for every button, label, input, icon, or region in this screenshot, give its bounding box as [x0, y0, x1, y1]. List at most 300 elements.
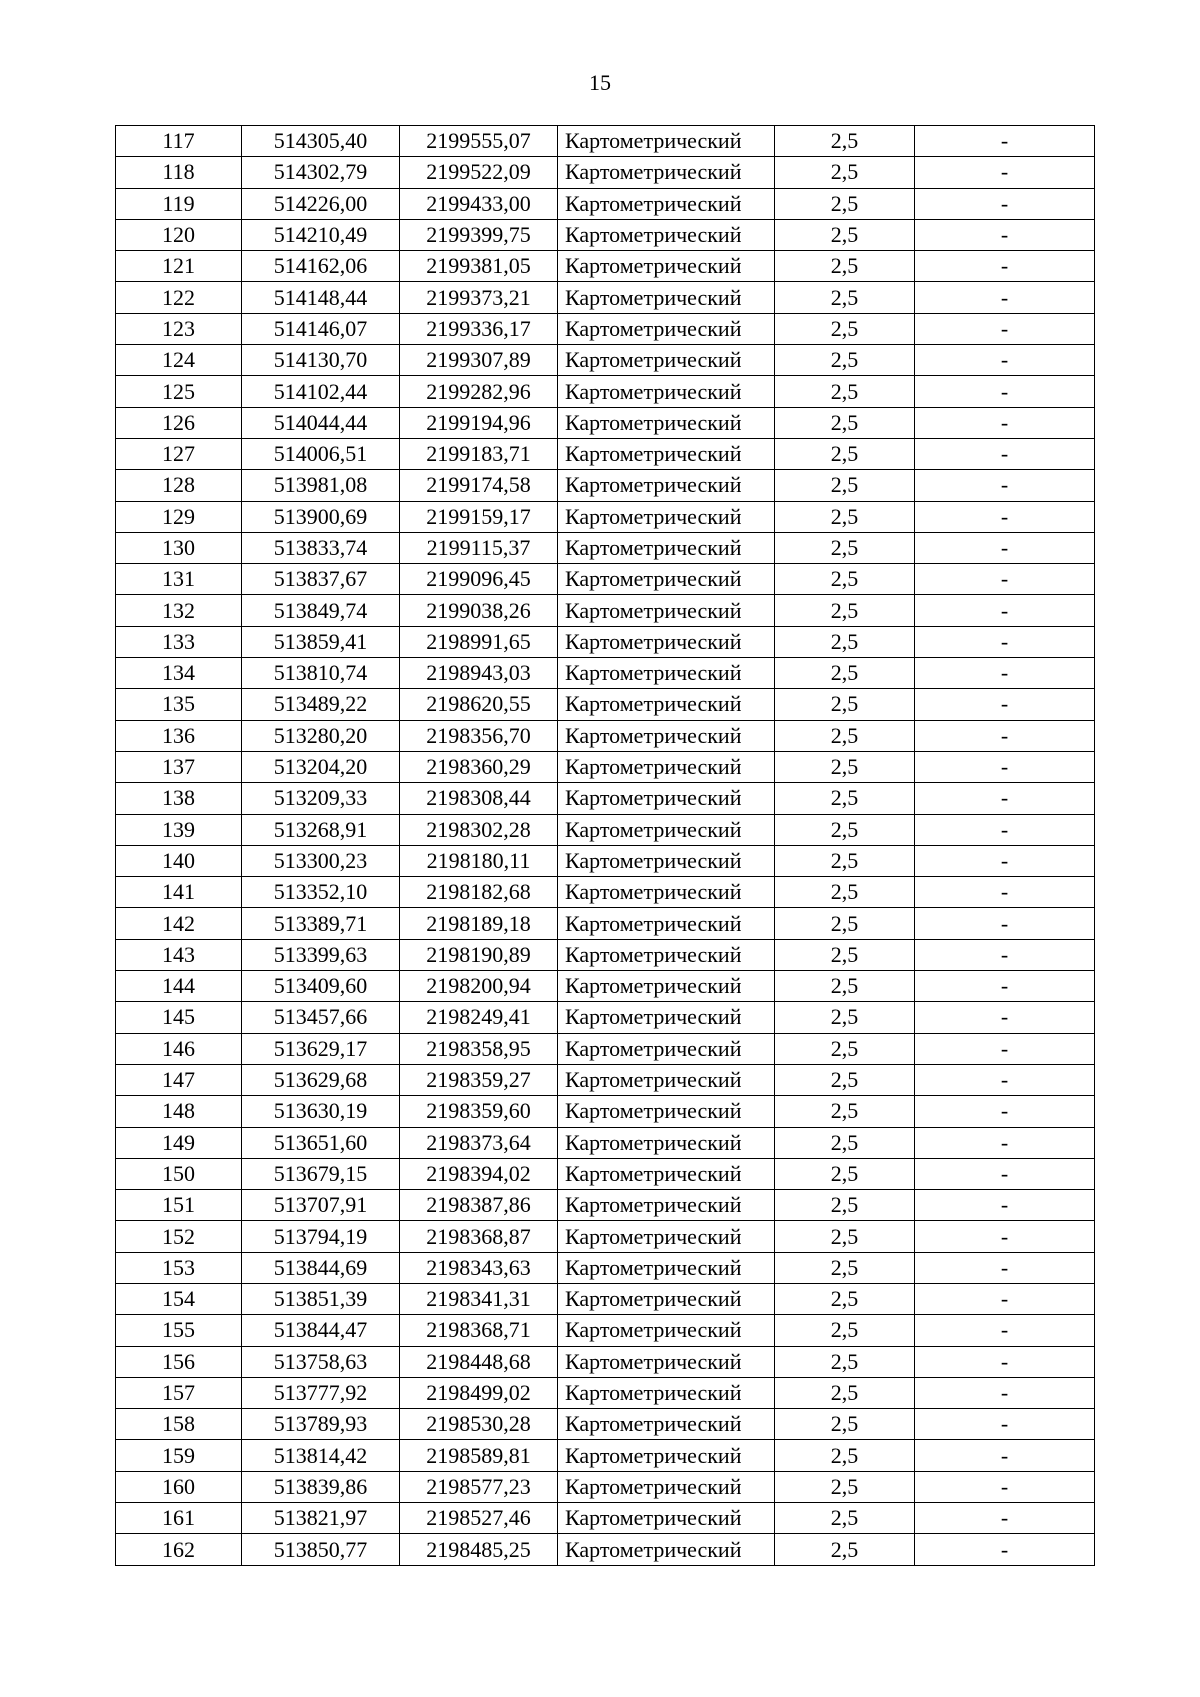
point-number-cell: 121 [116, 251, 242, 282]
method-cell: Картометрический [558, 939, 775, 970]
y-coordinate-cell: 2199555,07 [400, 126, 558, 157]
method-cell: Картометрический [558, 626, 775, 657]
point-number-cell: 125 [116, 376, 242, 407]
x-coordinate-cell: 513851,39 [242, 1283, 400, 1314]
point-number-cell: 126 [116, 407, 242, 438]
point-number-cell: 130 [116, 532, 242, 563]
method-cell: Картометрический [558, 1096, 775, 1127]
accuracy-cell: 2,5 [775, 1534, 915, 1565]
accuracy-cell: 2,5 [775, 501, 915, 532]
method-cell: Картометрический [558, 720, 775, 751]
table-row [116, 595, 1095, 626]
method-cell: Картометрический [558, 126, 775, 157]
y-coordinate-cell: 2199433,00 [400, 188, 558, 219]
point-number-cell: 140 [116, 845, 242, 876]
table-row [116, 376, 1095, 407]
accuracy-cell: 2,5 [775, 251, 915, 282]
method-cell: Картометрический [558, 1534, 775, 1565]
point-number-cell: 143 [116, 939, 242, 970]
x-coordinate-cell: 513280,20 [242, 720, 400, 751]
coordinates-table-body [116, 126, 1095, 1566]
x-coordinate-cell: 513833,74 [242, 532, 400, 563]
note-cell: - [915, 971, 1095, 1002]
method-cell: Картометрический [558, 1409, 775, 1440]
method-cell: Картометрический [558, 188, 775, 219]
method-cell: Картометрический [558, 689, 775, 720]
x-coordinate-cell: 513268,91 [242, 814, 400, 845]
method-cell: Картометрический [558, 845, 775, 876]
note-cell: - [915, 751, 1095, 782]
point-number-cell: 119 [116, 188, 242, 219]
x-coordinate-cell: 514044,44 [242, 407, 400, 438]
accuracy-cell: 2,5 [775, 971, 915, 1002]
y-coordinate-cell: 2199307,89 [400, 345, 558, 376]
x-coordinate-cell: 513844,47 [242, 1315, 400, 1346]
y-coordinate-cell: 2198387,86 [400, 1190, 558, 1221]
method-cell: Картометрический [558, 1158, 775, 1189]
y-coordinate-cell: 2198249,41 [400, 1002, 558, 1033]
accuracy-cell: 2,5 [775, 219, 915, 250]
method-cell: Картометрический [558, 219, 775, 250]
table-row [116, 219, 1095, 250]
point-number-cell: 128 [116, 470, 242, 501]
note-cell: - [915, 219, 1095, 250]
method-cell: Картометрический [558, 1033, 775, 1064]
point-number-cell: 132 [116, 595, 242, 626]
y-coordinate-cell: 2199159,17 [400, 501, 558, 532]
point-number-cell: 136 [116, 720, 242, 751]
point-number-cell: 151 [116, 1190, 242, 1221]
y-coordinate-cell: 2198991,65 [400, 626, 558, 657]
point-number-cell: 124 [116, 345, 242, 376]
method-cell: Картометрический [558, 438, 775, 469]
x-coordinate-cell: 513850,77 [242, 1534, 400, 1565]
x-coordinate-cell: 514130,70 [242, 345, 400, 376]
note-cell: - [915, 845, 1095, 876]
accuracy-cell: 2,5 [775, 1221, 915, 1252]
accuracy-cell: 2,5 [775, 1190, 915, 1221]
note-cell: - [915, 1409, 1095, 1440]
x-coordinate-cell: 513352,10 [242, 877, 400, 908]
method-cell: Картометрический [558, 1315, 775, 1346]
x-coordinate-cell: 513629,17 [242, 1033, 400, 1064]
point-number-cell: 144 [116, 971, 242, 1002]
x-coordinate-cell: 513409,60 [242, 971, 400, 1002]
table-row [116, 501, 1095, 532]
accuracy-cell: 2,5 [775, 1283, 915, 1314]
accuracy-cell: 2,5 [775, 1315, 915, 1346]
table-row [116, 814, 1095, 845]
y-coordinate-cell: 2198368,71 [400, 1315, 558, 1346]
y-coordinate-cell: 2198485,25 [400, 1534, 558, 1565]
table-row [116, 1503, 1095, 1534]
method-cell: Картометрический [558, 814, 775, 845]
method-cell: Картометрический [558, 971, 775, 1002]
table-row [116, 282, 1095, 313]
note-cell: - [915, 1283, 1095, 1314]
y-coordinate-cell: 2198308,44 [400, 783, 558, 814]
y-coordinate-cell: 2199282,96 [400, 376, 558, 407]
point-number-cell: 129 [116, 501, 242, 532]
point-number-cell: 134 [116, 658, 242, 689]
note-cell: - [915, 1315, 1095, 1346]
note-cell: - [915, 939, 1095, 970]
table-row [116, 1283, 1095, 1314]
accuracy-cell: 2,5 [775, 1033, 915, 1064]
accuracy-cell: 2,5 [775, 1064, 915, 1095]
accuracy-cell: 2,5 [775, 1127, 915, 1158]
accuracy-cell: 2,5 [775, 157, 915, 188]
y-coordinate-cell: 2198302,28 [400, 814, 558, 845]
method-cell: Картометрический [558, 1346, 775, 1377]
note-cell: - [915, 595, 1095, 626]
table-row [116, 1221, 1095, 1252]
note-cell: - [915, 783, 1095, 814]
point-number-cell: 162 [116, 1534, 242, 1565]
table-row [116, 345, 1095, 376]
method-cell: Картометрический [558, 1221, 775, 1252]
point-number-cell: 160 [116, 1471, 242, 1502]
method-cell: Картометрический [558, 908, 775, 939]
point-number-cell: 155 [116, 1315, 242, 1346]
table-row [116, 1346, 1095, 1377]
method-cell: Картометрический [558, 658, 775, 689]
y-coordinate-cell: 2199336,17 [400, 313, 558, 344]
table-row [116, 157, 1095, 188]
method-cell: Картометрический [558, 345, 775, 376]
table-row [116, 126, 1095, 157]
x-coordinate-cell: 513837,67 [242, 564, 400, 595]
table-row [116, 626, 1095, 657]
note-cell: - [915, 470, 1095, 501]
method-cell: Картометрический [558, 1283, 775, 1314]
table-row [116, 251, 1095, 282]
table-row [116, 1096, 1095, 1127]
y-coordinate-cell: 2199381,05 [400, 251, 558, 282]
y-coordinate-cell: 2199373,21 [400, 282, 558, 313]
x-coordinate-cell: 513399,63 [242, 939, 400, 970]
method-cell: Картометрический [558, 532, 775, 563]
note-cell: - [915, 376, 1095, 407]
note-cell: - [915, 720, 1095, 751]
point-number-cell: 148 [116, 1096, 242, 1127]
method-cell: Картометрический [558, 1002, 775, 1033]
note-cell: - [915, 1377, 1095, 1408]
point-number-cell: 150 [116, 1158, 242, 1189]
table-row [116, 1190, 1095, 1221]
note-cell: - [915, 345, 1095, 376]
y-coordinate-cell: 2198182,68 [400, 877, 558, 908]
x-coordinate-cell: 514148,44 [242, 282, 400, 313]
page-number: 15 [589, 70, 611, 95]
x-coordinate-cell: 514102,44 [242, 376, 400, 407]
y-coordinate-cell: 2199522,09 [400, 157, 558, 188]
note-cell: - [915, 532, 1095, 563]
method-cell: Картометрический [558, 595, 775, 626]
accuracy-cell: 2,5 [775, 376, 915, 407]
point-number-cell: 142 [116, 908, 242, 939]
table-row [116, 1471, 1095, 1502]
accuracy-cell: 2,5 [775, 1158, 915, 1189]
y-coordinate-cell: 2199096,45 [400, 564, 558, 595]
point-number-cell: 137 [116, 751, 242, 782]
y-coordinate-cell: 2198394,02 [400, 1158, 558, 1189]
x-coordinate-cell: 514226,00 [242, 188, 400, 219]
note-cell: - [915, 1158, 1095, 1189]
table-row [116, 564, 1095, 595]
x-coordinate-cell: 514210,49 [242, 219, 400, 250]
method-cell: Картометрический [558, 407, 775, 438]
note-cell: - [915, 908, 1095, 939]
note-cell: - [915, 877, 1095, 908]
method-cell: Картометрический [558, 783, 775, 814]
method-cell: Картометрический [558, 251, 775, 282]
point-number-cell: 118 [116, 157, 242, 188]
accuracy-cell: 2,5 [775, 188, 915, 219]
table-row [116, 971, 1095, 1002]
y-coordinate-cell: 2199194,96 [400, 407, 558, 438]
point-number-cell: 138 [116, 783, 242, 814]
x-coordinate-cell: 513651,60 [242, 1127, 400, 1158]
x-coordinate-cell: 513489,22 [242, 689, 400, 720]
accuracy-cell: 2,5 [775, 1377, 915, 1408]
point-number-cell: 154 [116, 1283, 242, 1314]
method-cell: Картометрический [558, 376, 775, 407]
accuracy-cell: 2,5 [775, 1471, 915, 1502]
accuracy-cell: 2,5 [775, 1096, 915, 1127]
point-number-cell: 147 [116, 1064, 242, 1095]
accuracy-cell: 2,5 [775, 470, 915, 501]
note-cell: - [915, 1033, 1095, 1064]
point-number-cell: 153 [116, 1252, 242, 1283]
y-coordinate-cell: 2198527,46 [400, 1503, 558, 1534]
accuracy-cell: 2,5 [775, 877, 915, 908]
method-cell: Картометрический [558, 1503, 775, 1534]
table-row [116, 689, 1095, 720]
y-coordinate-cell: 2198341,31 [400, 1283, 558, 1314]
accuracy-cell: 2,5 [775, 438, 915, 469]
note-cell: - [915, 1534, 1095, 1565]
accuracy-cell: 2,5 [775, 282, 915, 313]
note-cell: - [915, 251, 1095, 282]
y-coordinate-cell: 2198620,55 [400, 689, 558, 720]
accuracy-cell: 2,5 [775, 751, 915, 782]
x-coordinate-cell: 513789,93 [242, 1409, 400, 1440]
y-coordinate-cell: 2198358,95 [400, 1033, 558, 1064]
table-row [116, 1315, 1095, 1346]
x-coordinate-cell: 513900,69 [242, 501, 400, 532]
note-cell: - [915, 1471, 1095, 1502]
table-row [116, 1127, 1095, 1158]
y-coordinate-cell: 2198499,02 [400, 1377, 558, 1408]
y-coordinate-cell: 2198343,63 [400, 1252, 558, 1283]
table-row [116, 1377, 1095, 1408]
note-cell: - [915, 501, 1095, 532]
point-number-cell: 145 [116, 1002, 242, 1033]
table-row [116, 470, 1095, 501]
note-cell: - [915, 1440, 1095, 1471]
accuracy-cell: 2,5 [775, 532, 915, 563]
table-row [116, 407, 1095, 438]
x-coordinate-cell: 513679,15 [242, 1158, 400, 1189]
y-coordinate-cell: 2198189,18 [400, 908, 558, 939]
x-coordinate-cell: 513810,74 [242, 658, 400, 689]
accuracy-cell: 2,5 [775, 1252, 915, 1283]
y-coordinate-cell: 2198368,87 [400, 1221, 558, 1252]
note-cell: - [915, 1096, 1095, 1127]
method-cell: Картометрический [558, 1190, 775, 1221]
note-cell: - [915, 1064, 1095, 1095]
table-row [116, 1440, 1095, 1471]
method-cell: Картометрический [558, 1440, 775, 1471]
accuracy-cell: 2,5 [775, 1409, 915, 1440]
point-number-cell: 131 [116, 564, 242, 595]
table-row [116, 1534, 1095, 1565]
y-coordinate-cell: 2198356,70 [400, 720, 558, 751]
table-row [116, 877, 1095, 908]
accuracy-cell: 2,5 [775, 845, 915, 876]
point-number-cell: 123 [116, 313, 242, 344]
note-cell: - [915, 1221, 1095, 1252]
note-cell: - [915, 689, 1095, 720]
accuracy-cell: 2,5 [775, 313, 915, 344]
method-cell: Картометрический [558, 1377, 775, 1408]
coordinates-table [115, 125, 1095, 1566]
y-coordinate-cell: 2199183,71 [400, 438, 558, 469]
point-number-cell: 152 [116, 1221, 242, 1252]
method-cell: Картометрический [558, 157, 775, 188]
y-coordinate-cell: 2198448,68 [400, 1346, 558, 1377]
note-cell: - [915, 1002, 1095, 1033]
table-row [116, 1252, 1095, 1283]
point-number-cell: 141 [116, 877, 242, 908]
x-coordinate-cell: 513707,91 [242, 1190, 400, 1221]
point-number-cell: 120 [116, 219, 242, 250]
method-cell: Картометрический [558, 1064, 775, 1095]
note-cell: - [915, 814, 1095, 845]
point-number-cell: 158 [116, 1409, 242, 1440]
y-coordinate-cell: 2198373,64 [400, 1127, 558, 1158]
y-coordinate-cell: 2198190,89 [400, 939, 558, 970]
method-cell: Картометрический [558, 751, 775, 782]
note-cell: - [915, 626, 1095, 657]
note-cell: - [915, 407, 1095, 438]
table-row [116, 845, 1095, 876]
table-row [116, 720, 1095, 751]
table-row [116, 188, 1095, 219]
x-coordinate-cell: 513794,19 [242, 1221, 400, 1252]
note-cell: - [915, 313, 1095, 344]
table-row [116, 1409, 1095, 1440]
point-number-cell: 135 [116, 689, 242, 720]
method-cell: Картометрический [558, 564, 775, 595]
accuracy-cell: 2,5 [775, 1440, 915, 1471]
method-cell: Картометрический [558, 1471, 775, 1502]
y-coordinate-cell: 2198577,23 [400, 1471, 558, 1502]
y-coordinate-cell: 2198180,11 [400, 845, 558, 876]
y-coordinate-cell: 2198359,27 [400, 1064, 558, 1095]
method-cell: Картометрический [558, 282, 775, 313]
x-coordinate-cell: 513630,19 [242, 1096, 400, 1127]
point-number-cell: 127 [116, 438, 242, 469]
point-number-cell: 122 [116, 282, 242, 313]
table-row [116, 313, 1095, 344]
method-cell: Картометрический [558, 1252, 775, 1283]
x-coordinate-cell: 513300,23 [242, 845, 400, 876]
note-cell: - [915, 126, 1095, 157]
point-number-cell: 146 [116, 1033, 242, 1064]
y-coordinate-cell: 2198589,81 [400, 1440, 558, 1471]
x-coordinate-cell: 513844,69 [242, 1252, 400, 1283]
x-coordinate-cell: 514302,79 [242, 157, 400, 188]
accuracy-cell: 2,5 [775, 658, 915, 689]
note-cell: - [915, 1503, 1095, 1534]
table-row [116, 1064, 1095, 1095]
accuracy-cell: 2,5 [775, 626, 915, 657]
x-coordinate-cell: 513209,33 [242, 783, 400, 814]
table-row [116, 939, 1095, 970]
y-coordinate-cell: 2198200,94 [400, 971, 558, 1002]
note-cell: - [915, 1252, 1095, 1283]
x-coordinate-cell: 513849,74 [242, 595, 400, 626]
accuracy-cell: 2,5 [775, 345, 915, 376]
note-cell: - [915, 564, 1095, 595]
accuracy-cell: 2,5 [775, 689, 915, 720]
note-cell: - [915, 188, 1095, 219]
y-coordinate-cell: 2199174,58 [400, 470, 558, 501]
accuracy-cell: 2,5 [775, 564, 915, 595]
point-number-cell: 157 [116, 1377, 242, 1408]
method-cell: Картометрический [558, 1127, 775, 1158]
y-coordinate-cell: 2198943,03 [400, 658, 558, 689]
accuracy-cell: 2,5 [775, 783, 915, 814]
table-row [116, 1033, 1095, 1064]
note-cell: - [915, 438, 1095, 469]
x-coordinate-cell: 513981,08 [242, 470, 400, 501]
accuracy-cell: 2,5 [775, 1503, 915, 1534]
x-coordinate-cell: 513859,41 [242, 626, 400, 657]
x-coordinate-cell: 513839,86 [242, 1471, 400, 1502]
accuracy-cell: 2,5 [775, 720, 915, 751]
table-row [116, 1158, 1095, 1189]
table-row [116, 783, 1095, 814]
note-cell: - [915, 1346, 1095, 1377]
accuracy-cell: 2,5 [775, 407, 915, 438]
accuracy-cell: 2,5 [775, 1002, 915, 1033]
point-number-cell: 161 [116, 1503, 242, 1534]
x-coordinate-cell: 514006,51 [242, 438, 400, 469]
method-cell: Картометрический [558, 470, 775, 501]
note-cell: - [915, 282, 1095, 313]
table-row [116, 908, 1095, 939]
accuracy-cell: 2,5 [775, 908, 915, 939]
accuracy-cell: 2,5 [775, 814, 915, 845]
table-row [116, 751, 1095, 782]
y-coordinate-cell: 2198530,28 [400, 1409, 558, 1440]
point-number-cell: 117 [116, 126, 242, 157]
note-cell: - [915, 658, 1095, 689]
x-coordinate-cell: 513777,92 [242, 1377, 400, 1408]
table-row [116, 1002, 1095, 1033]
accuracy-cell: 2,5 [775, 939, 915, 970]
x-coordinate-cell: 513821,97 [242, 1503, 400, 1534]
y-coordinate-cell: 2198360,29 [400, 751, 558, 782]
x-coordinate-cell: 513629,68 [242, 1064, 400, 1095]
point-number-cell: 156 [116, 1346, 242, 1377]
y-coordinate-cell: 2199399,75 [400, 219, 558, 250]
y-coordinate-cell: 2198359,60 [400, 1096, 558, 1127]
x-coordinate-cell: 513814,42 [242, 1440, 400, 1471]
